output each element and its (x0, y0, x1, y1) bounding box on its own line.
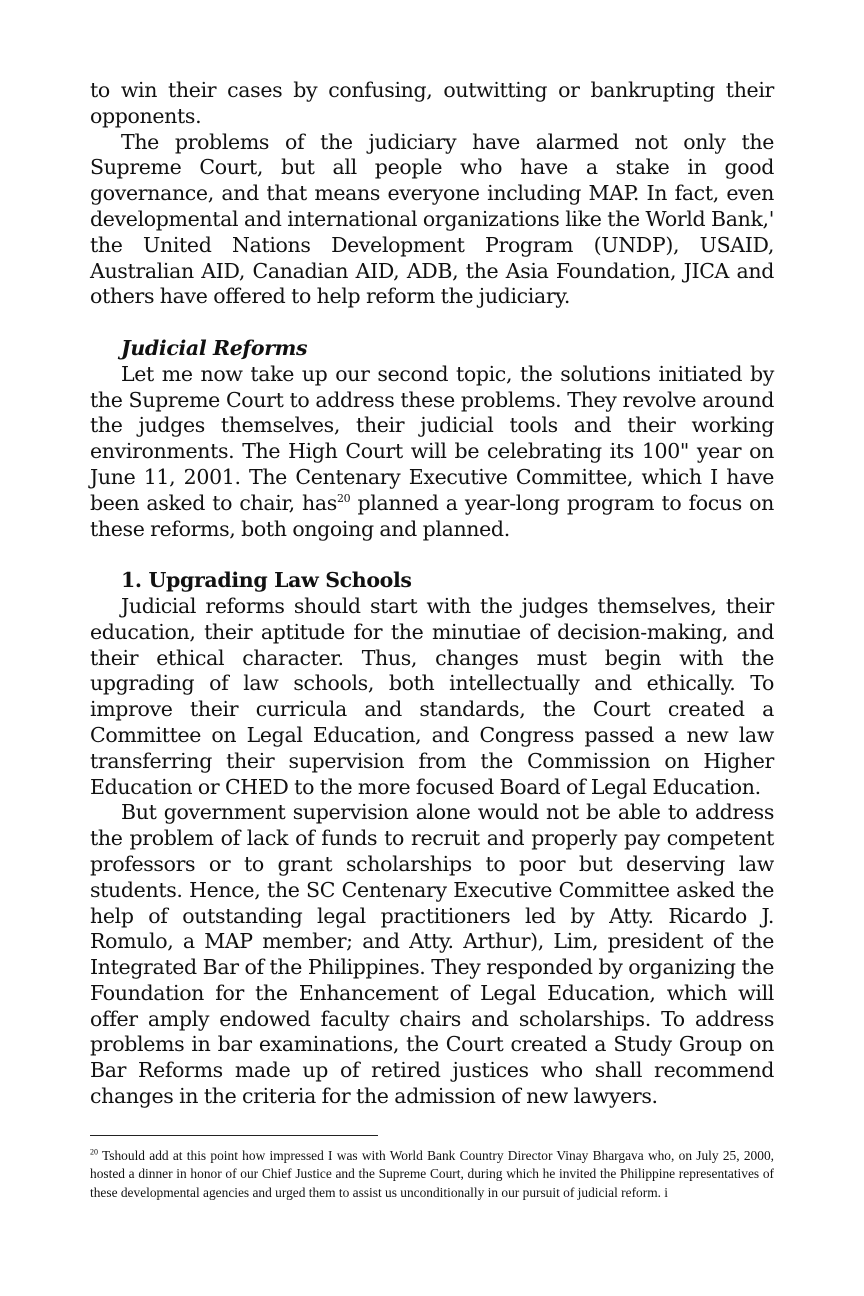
paragraph-solutions (90, 362, 774, 543)
footnote-reference: 20 (336, 491, 351, 505)
section-heading-upgrading-law-schools: 1. Upgrading Law Schools (121, 568, 412, 593)
paragraph-solutions-text: Let me now take up our second topic, the solutions initiated by the Supreme Court to address these problems. They revolve around the judges themselves, their judicial tools and their working environments. The High Court will be celebrating its 100" year on June 11, 2001. The Centenary Executive Committee, which I have been asked to chair, has (90, 361, 774, 515)
paragraph-gap (90, 542, 774, 568)
footnote-text: Tshould add at this point how impressed I was with World Bank Country Director Vinay Bhargava who, on July 25, 2000, hosted a dinner in honor of our Chief Justice and the Supreme Court, during which he invited the Philippine representatives of these developmental agencies and urged them to assist us unconditionally in our pursuit of judicial reform. i (90, 1148, 774, 1200)
section-heading-judicial-reforms: Judicial Reforms (121, 335, 308, 360)
paragraph-judiciary-problems: The problems of the judiciary have alarmed not only the Supreme Court, but all people who have a stake in good governance, and that means everyone including MAP. In fact, even developmental and international organizations like the World Bank,' the United Nations Development Program (UNDP), USAID, Australian AID, Canadian AID, ADB, the Asia Foundation, JICA and others have offered to help reform the judiciary. (90, 129, 774, 309)
document-body (90, 78, 774, 1110)
paragraph-solutions-text-end: planned a year-long program to focus on these reforms, both ongoing and planned. (90, 490, 774, 541)
footnote-number: 20 (90, 1147, 98, 1157)
paragraph-law-school-reform: Judicial reforms should start with the judges themselves, their education, their aptitude for the minutiae of decision-making, and their ethical character. Thus, changes must begin with the upgrading of law schools, both intellectually and ethically. To improve their curricula and standards, the Court created a Committee on Legal Education, and Congress passed a new law transferring their supervision from the Commission on Higher Education or CHED to the more focused Board of Legal Education. (90, 593, 774, 799)
paragraph-funding: But government supervision alone would not be able to address the problem of lack of funds to recruit and properly pay competent professors or to grant scholarships to poor but deserving law students. Hence, the SC Centenary Executive Committee asked the help of outstanding legal practitioners led by Atty. Ricardo J. Romulo, a MAP member; and Atty. Arthur), Lim, president of the Integrated Bar of the Philippines. They responded by organizing the Foundation for the Enhancement of Legal Education, which will offer amply endowed faculty chairs and scholarships. To address problems in bar examinations, the Court created a Study Group on Bar Reforms made up of retired justices who shall recommend changes in the criteria for the admission of new lawyers. (90, 800, 774, 1109)
paragraph-continuation: to win their cases by confusing, outwitting or bankrupting their opponents. (90, 78, 774, 128)
paragraph-gap (90, 310, 774, 336)
footnote-separator (90, 1135, 378, 1136)
footnote (90, 1147, 774, 1202)
